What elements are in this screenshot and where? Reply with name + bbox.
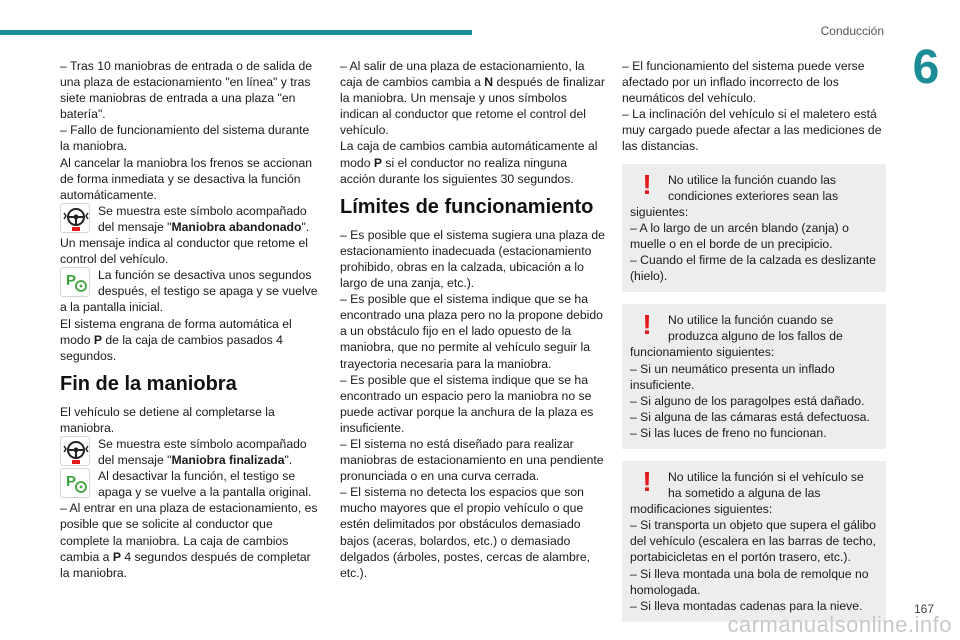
warning-item: – Si alguna de las cámaras está defectuosa. xyxy=(630,409,870,424)
warning-item: – Cuando el firme de la calzada es deslizante (hielo). xyxy=(630,253,876,284)
list-item: – El sistema no está diseñado para realizar maniobras de estacionamiento en una pendiente pronunciada o en una curva cerrada. xyxy=(340,436,604,484)
section-title: Conducción xyxy=(820,24,884,38)
column-3 xyxy=(622,58,886,634)
warning-lead: No utilice la función cuando se produzca alguno de los fallos de funcionamiento siguientes: xyxy=(630,313,843,360)
warning-item: – Si transporta un objeto que supera el gálibo del vehículo (escalera en las barras de techo, portabicicletas en el portón trasero, etc.). xyxy=(630,518,876,565)
warning-icon: ! xyxy=(642,465,652,497)
steering-wheel-off-icon xyxy=(60,436,90,466)
column-1 xyxy=(60,58,322,581)
warning-item: – Si alguno de los paragolpes está dañado. xyxy=(630,393,865,408)
steering-wheel-off-icon xyxy=(60,203,90,233)
warning-item: – Si lleva montada una bola de remolque no homologada. xyxy=(630,566,869,597)
warning-item: – Si un neumático presenta un inflado insuficiente. xyxy=(630,361,835,392)
paragraph: – La inclinación del vehículo si el maletero está muy cargado puede afectar a las mediciones de las distancias. xyxy=(622,107,882,154)
paragraph: El vehículo se detiene al completarse la maniobra. xyxy=(60,404,275,435)
warning-item: – A lo largo de un arcén blando (zanja) o muelle o en el borde de un precipicio. xyxy=(630,220,849,251)
watermark: carmanualsonline.info xyxy=(727,612,952,637)
icon-paragraph: P La función se desactiva unos segundos después, el testigo se apaga y se vuelve a la pantalla inicial. xyxy=(60,268,318,315)
icon-paragraph: Se muestra este símbolo acompañado del mensaje "Maniobra abandonado". xyxy=(60,203,322,235)
header-accent-bar xyxy=(0,30,472,35)
section-heading: Fin de la maniobra xyxy=(60,372,237,395)
paragraph: – Fallo de funcionamiento del sistema durante la maniobra. xyxy=(60,123,310,154)
list-item: – El sistema no detecta los espacios que son mucho mayores que el propio vehículo o que estén delimitados por obstáculos demasiado bajos (aceras, bolardos, etc.) o demasiado delgados (árboles, postes, cercas de alambre, etc.). xyxy=(340,485,590,580)
paragraph: Al cancelar la maniobra los frenos se accionan de forma inmediata y se desactiva la función automáticamente. xyxy=(60,155,313,202)
paragraph: Un mensaje indica al conductor que retome el control del vehículo. xyxy=(60,236,308,267)
warning-box xyxy=(622,164,886,293)
warning-icon: ! xyxy=(642,309,652,341)
icon-paragraph: P Al desactivar la función, el testigo se apaga y se vuelve a la pantalla original. xyxy=(60,468,322,500)
warning-icon: ! xyxy=(642,168,652,200)
park-assist-indicator-icon xyxy=(60,267,90,297)
list-item: – Es posible que el sistema indique que se ha encontrado una plaza pero no la propone debido a un obstáculo fijo en el lado opuesto de la maniobra, que no permite al vehículo seguir la trayectoria necesaria para la maniobra. xyxy=(340,292,603,371)
chapter-number: 6 xyxy=(912,41,940,94)
warning-lead: No utilice la función cuando las condiciones exteriores sean las siguientes: xyxy=(630,172,839,219)
paragraph: – Al entrar en una plaza de estacionamiento, es posible que se solicite al conductor que complete la maniobra. La caja de cambios cambia a P 4 segundos después de completar la maniobra. xyxy=(60,501,318,580)
park-assist-indicator-icon xyxy=(60,468,90,498)
list-item: – Es posible que el sistema indique que se ha encontrado un espacio pero la maniobra no se puede activar porque la anchura de la plaza es insuficiente. xyxy=(340,372,594,435)
paragraph: – El funcionamiento del sistema puede verse afectado por un inflado incorrecto de los neumáticos del vehículo. xyxy=(622,59,865,106)
svg-text:P: P xyxy=(66,272,77,290)
paragraph: – Tras 10 maniobras de entrada o de salida de una plaza de estacionamiento "en línea" y tras siete maniobras de entrada a una plaza "en batería". xyxy=(60,59,313,122)
svg-text:P: P xyxy=(66,473,77,491)
warning-item: – Si lleva montadas cadenas para la nieve. xyxy=(630,598,863,613)
warning-box xyxy=(622,304,886,449)
paragraph: El sistema engrana de forma automática el modo P de la caja de cambios pasados 4 segundos. xyxy=(60,316,292,363)
paragraph: – Al salir de una plaza de estacionamiento, la caja de cambios cambia a N después de finalizar la maniobra. Un mensaje y unos símbolos indican al conductor que retome el control del vehículo. xyxy=(340,59,605,138)
warning-item: – Si las luces de freno no funcionan. xyxy=(630,425,827,440)
column-2 xyxy=(340,58,605,581)
icon-paragraph: Se muestra este símbolo acompañado del mensaje "Maniobra finalizada". xyxy=(60,436,322,468)
paragraph: La caja de cambios cambia automáticamente al modo P si el conductor no realiza ninguna acción durante los siguientes 30 segundos. xyxy=(340,139,598,186)
page-number: 167 xyxy=(913,602,934,616)
warning-lead: No utilice la función si el vehículo se ha sometido a alguna de las modificaciones siguientes: xyxy=(630,469,864,517)
list-item: – Es posible que el sistema sugiera una plaza de estacionamiento inadecuada (estacionamiento prohibido, obras en la calzada, ubicación a lo largo de una zanja, etc.). xyxy=(340,227,605,291)
warning-box xyxy=(622,461,886,622)
section-heading: Límites de funcionamiento xyxy=(340,195,594,218)
